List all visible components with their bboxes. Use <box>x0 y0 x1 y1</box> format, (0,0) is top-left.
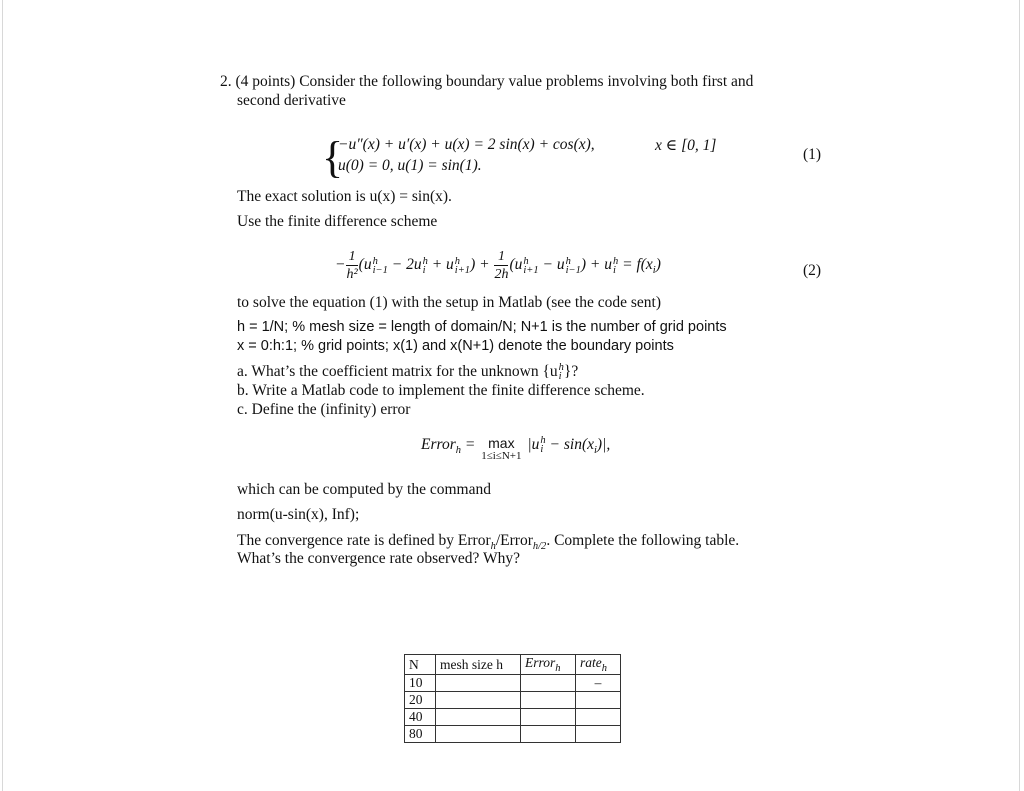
convergence-line1: The convergence rate is defined by Error$_h$/Error$_{h/2}$. Complete the following table. <box>237 532 740 552</box>
problem-intro-line2: second derivative <box>237 92 346 109</box>
system-brace: { <box>322 133 344 182</box>
cell-error <box>521 692 576 709</box>
equation-number-2: (2) <box>803 262 822 279</box>
finite-difference-scheme: − $\frac{1}{\text{h²}}$ (u h i−1 − 2u h i + u h i+1 ) + $\frac{1}{2h}$ (u h i+1 − u h i−1 ) + u h i = $f(x_i)$ <box>335 249 661 282</box>
error-definition: Error$_h$ = max 1≤i≤N+1 |u h i − $\sin(x_i)|$, <box>421 435 611 462</box>
cell-h <box>436 709 521 726</box>
which-line: which can be computed by the command <box>237 481 491 498</box>
bvp-domain: x ∈ [0, 1] <box>655 137 717 154</box>
solve-line: to solve the equation (1) with the setup in Matlab (see the code sent) <box>237 294 661 311</box>
cell-n: 40 <box>405 709 436 726</box>
table-row <box>405 726 621 743</box>
cell-rate <box>576 709 621 726</box>
cell-h <box>436 692 521 709</box>
norm-command: norm(u-sin(x), Inf); <box>237 506 360 523</box>
bvp-equation-line1: −u″(x) + u′(x) + u(x) = 2 sin(x) + cos(x), <box>338 136 595 153</box>
cell-n: 10 <box>405 675 436 692</box>
cell-error <box>521 726 576 743</box>
cell-n: 80 <box>405 726 436 743</box>
convergence-line2: What’s the convergence rate observed? Why? <box>237 550 521 567</box>
header-mesh-size: mesh size h <box>436 655 521 675</box>
cell-error <box>521 675 576 692</box>
item-c: c. Define the (infinity) error <box>237 401 411 418</box>
cell-rate <box>576 692 621 709</box>
page-left-edge <box>2 0 3 791</box>
header-rate: rate$_h$ <box>576 655 621 675</box>
table-row <box>405 692 621 709</box>
cell-h <box>436 675 521 692</box>
exact-solution-line: The exact solution is u(x) = sin(x). <box>237 188 452 205</box>
table-row <box>405 709 621 726</box>
table-header-row <box>405 655 621 675</box>
cell-rate <box>576 726 621 743</box>
header-error: Error$_h$ <box>521 655 576 675</box>
cell-error <box>521 709 576 726</box>
cell-n: 20 <box>405 692 436 709</box>
code-line-2: x = 0:h:1; % grid points; x(1) and x(N+1) denote the boundary points <box>237 338 674 354</box>
problem-intro-line1: 2. (4 points) Consider the following boundary value problems involving both first and <box>220 73 754 90</box>
header-n: N <box>405 655 436 675</box>
cell-h <box>436 726 521 743</box>
bvp-equation-line2: u(0) = 0, u(1) = sin(1). <box>338 157 482 174</box>
item-b: b. Write a Matlab code to implement the finite difference scheme. <box>237 382 645 399</box>
item-a: a. What’s the coefficient matrix for the unknown {u h i }? <box>237 362 579 383</box>
convergence-table <box>404 654 621 743</box>
page-right-edge <box>1019 0 1020 791</box>
use-scheme-line: Use the finite difference scheme <box>237 213 438 230</box>
equation-number-1: (1) <box>803 146 822 163</box>
table-row <box>405 675 621 692</box>
cell-rate: – <box>576 675 621 692</box>
code-line-1: h = 1/N; % mesh size = length of domain/N; N+1 is the number of grid points <box>237 319 727 335</box>
